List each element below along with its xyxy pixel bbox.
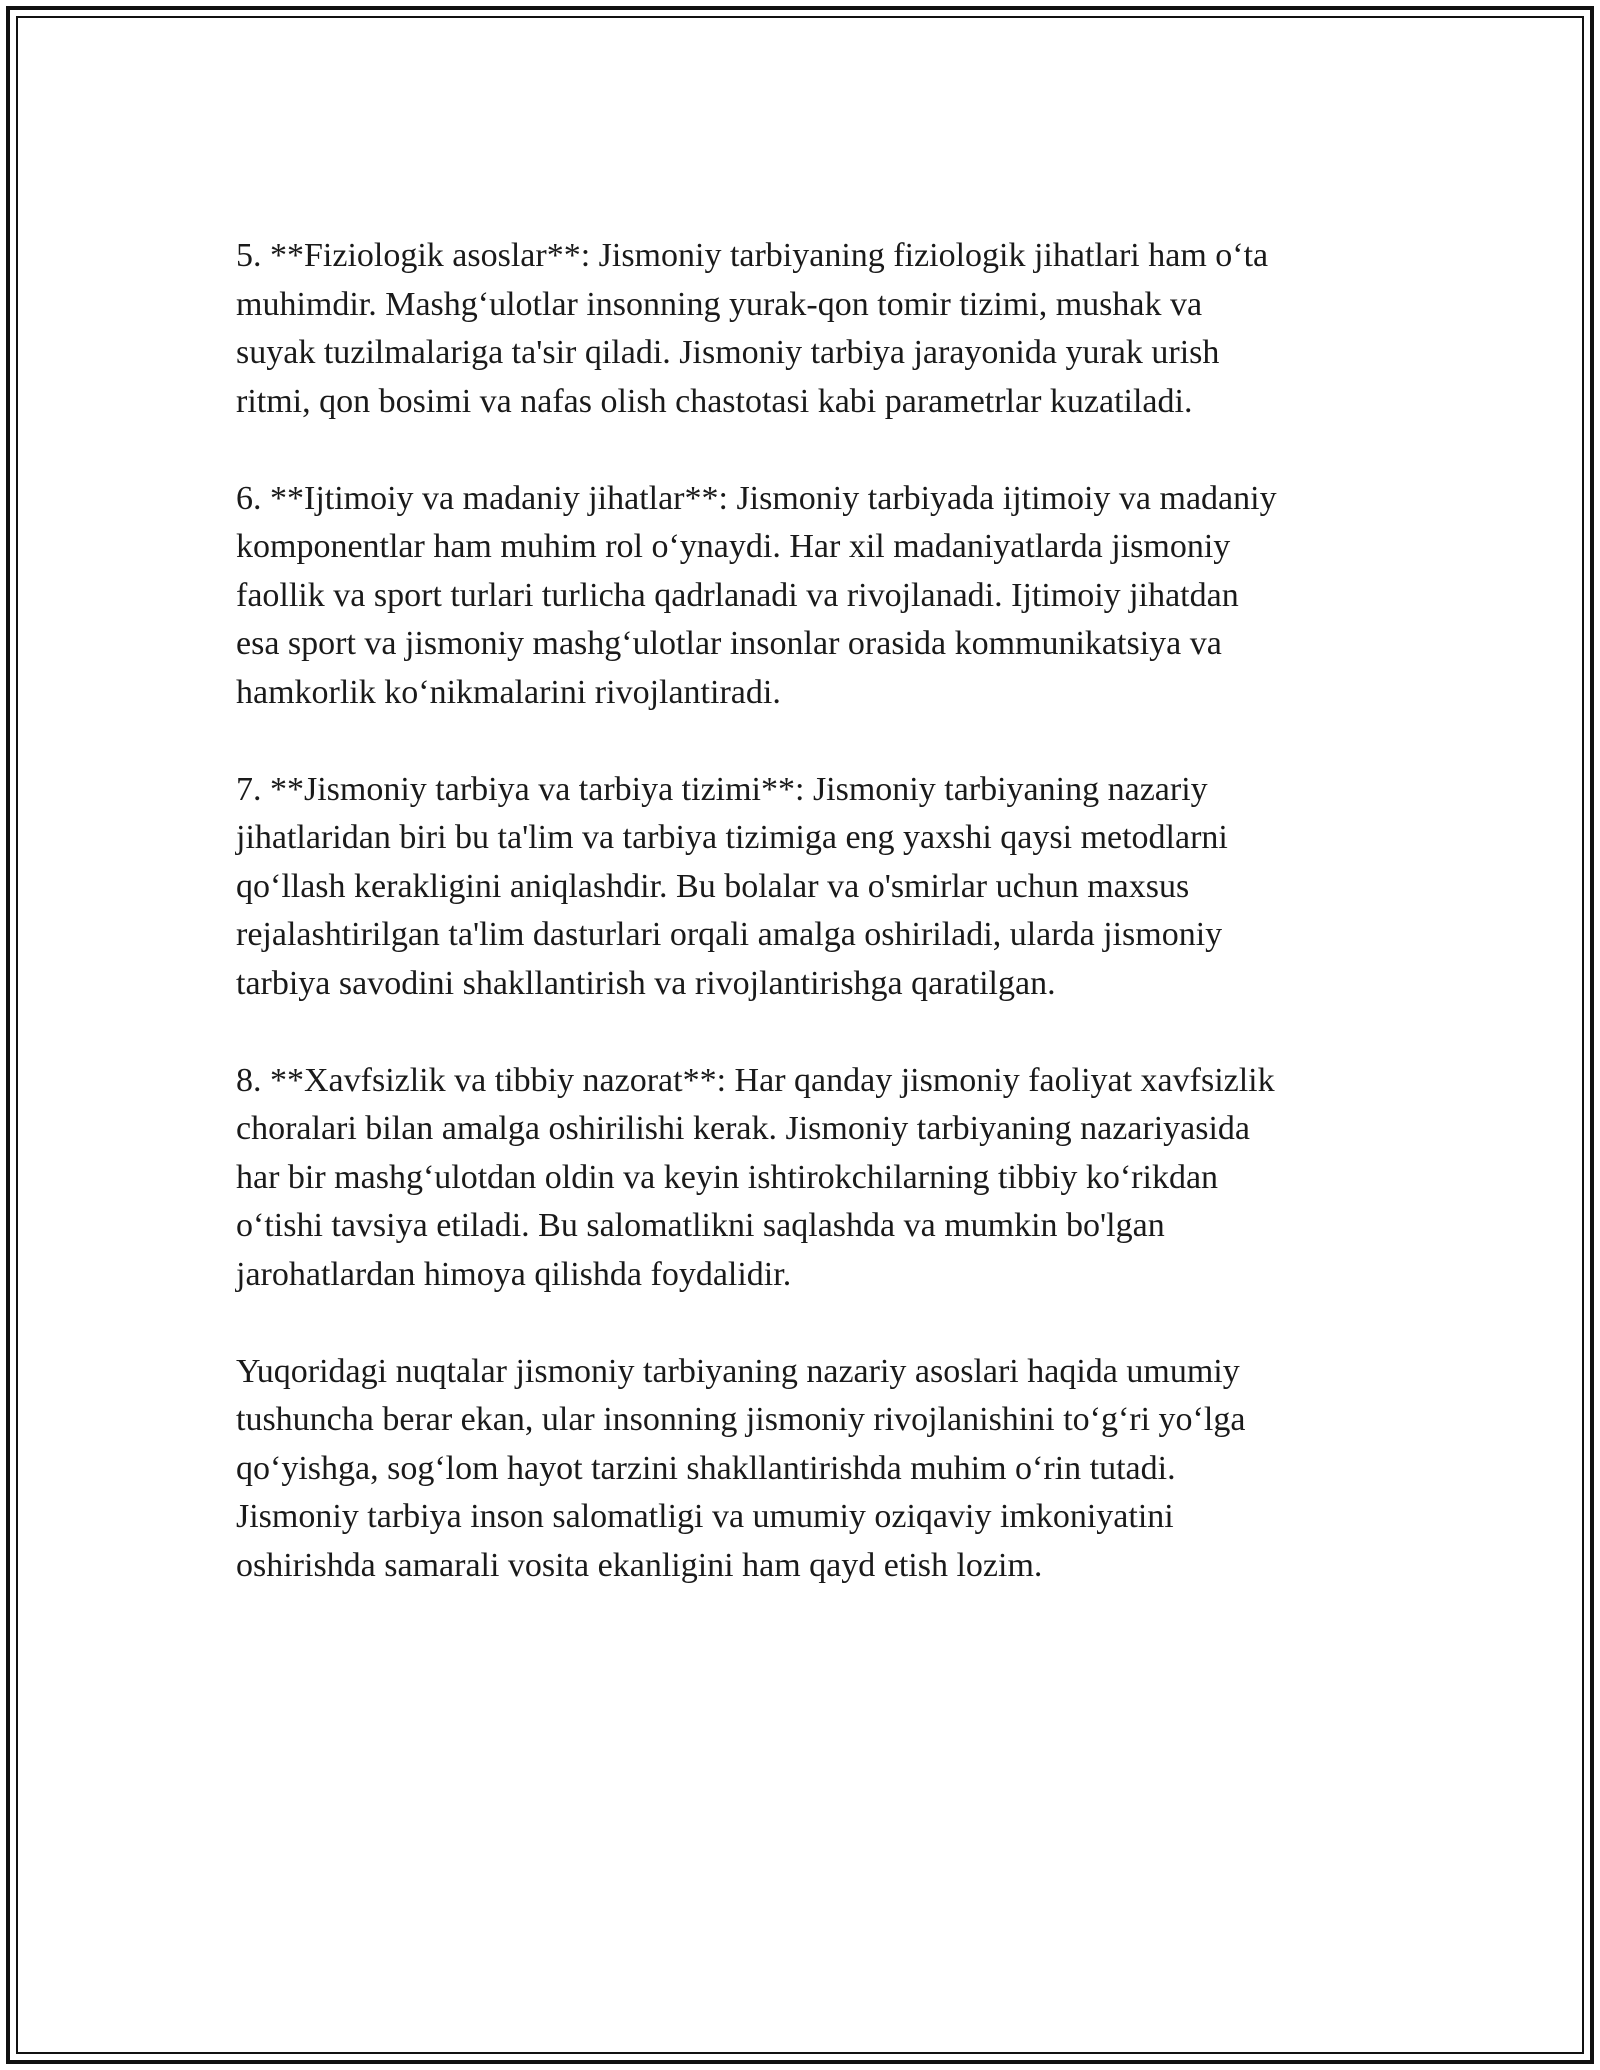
text-line: suyak tuzilmalariga ta'sir qiladi. Jismoniy tarbiya jarayonida yurak urish [236, 334, 1220, 371]
text-line: 8. **Xavfsizlik va tibbiy nazorat**: Har qanday jismoniy faoliyat xavfsizlik [236, 1061, 1275, 1099]
document-body [236, 232, 1396, 1639]
text-line: komponentlar ham muhim rol o‘ynaydi. Har xil madaniyatlarda jismoniy [236, 528, 1231, 565]
text-line: tarbiya savodini shakllantirish va rivojlantirishga qaratilgan. [236, 964, 1056, 1002]
text-line: qo‘llash kerakligini aniqlashdir. Bu bolalar va o'smirlar uchun maxsus [236, 867, 1190, 905]
text-line: 6. **Ijtimoiy va madaniy jihatlar**: Jismoniy tarbiyada ijtimoiy va madaniy [236, 479, 1277, 517]
text-line: har bir mashg‘ulotdan oldin va keyin ishtirokchilarning tibbiy ko‘rikdan [236, 1158, 1219, 1196]
text-line: choralari bilan amalga oshirilishi kerak. Jismoniy tarbiyaning nazariyasida [236, 1110, 1251, 1147]
text-line: qo‘yishga, sog‘lom hayot tarzini shakllantirishda muhim o‘rin tutadi. [236, 1449, 1176, 1487]
paragraph-fiziologik-asoslar [236, 232, 1396, 426]
text-line: jarohatlardan himoya qilishda foydalidir. [236, 1255, 792, 1293]
text-line: faollik va sport turlari turlicha qadrlanadi va rivojlanadi. Ijtimoiy jihatdan [236, 576, 1239, 614]
paragraph-ijtimoiy-madaniy [236, 475, 1396, 718]
text-line: jihatlaridan biri bu ta'lim va tarbiya tizimiga eng yaxshi qaysi metodlarni [236, 819, 1228, 856]
paragraph-conclusion [236, 1348, 1396, 1591]
paragraph-xavfsizlik [236, 1057, 1396, 1300]
text-line: esa sport va jismoniy mashg‘ulotlar insonlar orasida kommunikatsiya va [236, 625, 1222, 662]
text-line: ritmi, qon bosimi va nafas olish chastotasi kabi parametrlar kuzatiladi. [236, 382, 1193, 420]
text-line: hamkorlik ko‘nikmalarini rivojlantiradi. [236, 673, 781, 711]
text-line: Yuqoridagi nuqtalar jismoniy tarbiyaning nazariy asoslari haqida umumiy [236, 1352, 1240, 1390]
text-line: oshirishda samarali vosita ekanligini ham qayd etish lozim. [236, 1546, 1043, 1584]
text-line: 7. **Jismoniy tarbiya va tarbiya tizimi**: Jismoniy tarbiyaning nazariy [236, 770, 1208, 808]
paragraph-tarbiya-tizimi [236, 766, 1396, 1009]
text-line: o‘tishi tavsiya etiladi. Bu salomatlikni saqlashda va mumkin bo'lgan [236, 1207, 1165, 1244]
text-line: rejalashtirilgan ta'lim dasturlari orqali amalga oshiriladi, ularda jismoniy [236, 916, 1223, 953]
text-line: muhimdir. Mashg‘ulotlar insonning yurak-qon tomir tizimi, mushak va [236, 285, 1203, 323]
text-line: tushuncha berar ekan, ular insonning jismoniy rivojlanishini to‘g‘ri yo‘lga [236, 1401, 1246, 1438]
text-line: Jismoniy tarbiya inson salomatligi va umumiy oziqaviy imkoniyatini [236, 1498, 1174, 1535]
text-line: 5. **Fiziologik asoslar**: Jismoniy tarbiyaning fiziologik jihatlari ham o‘ta [236, 237, 1269, 274]
